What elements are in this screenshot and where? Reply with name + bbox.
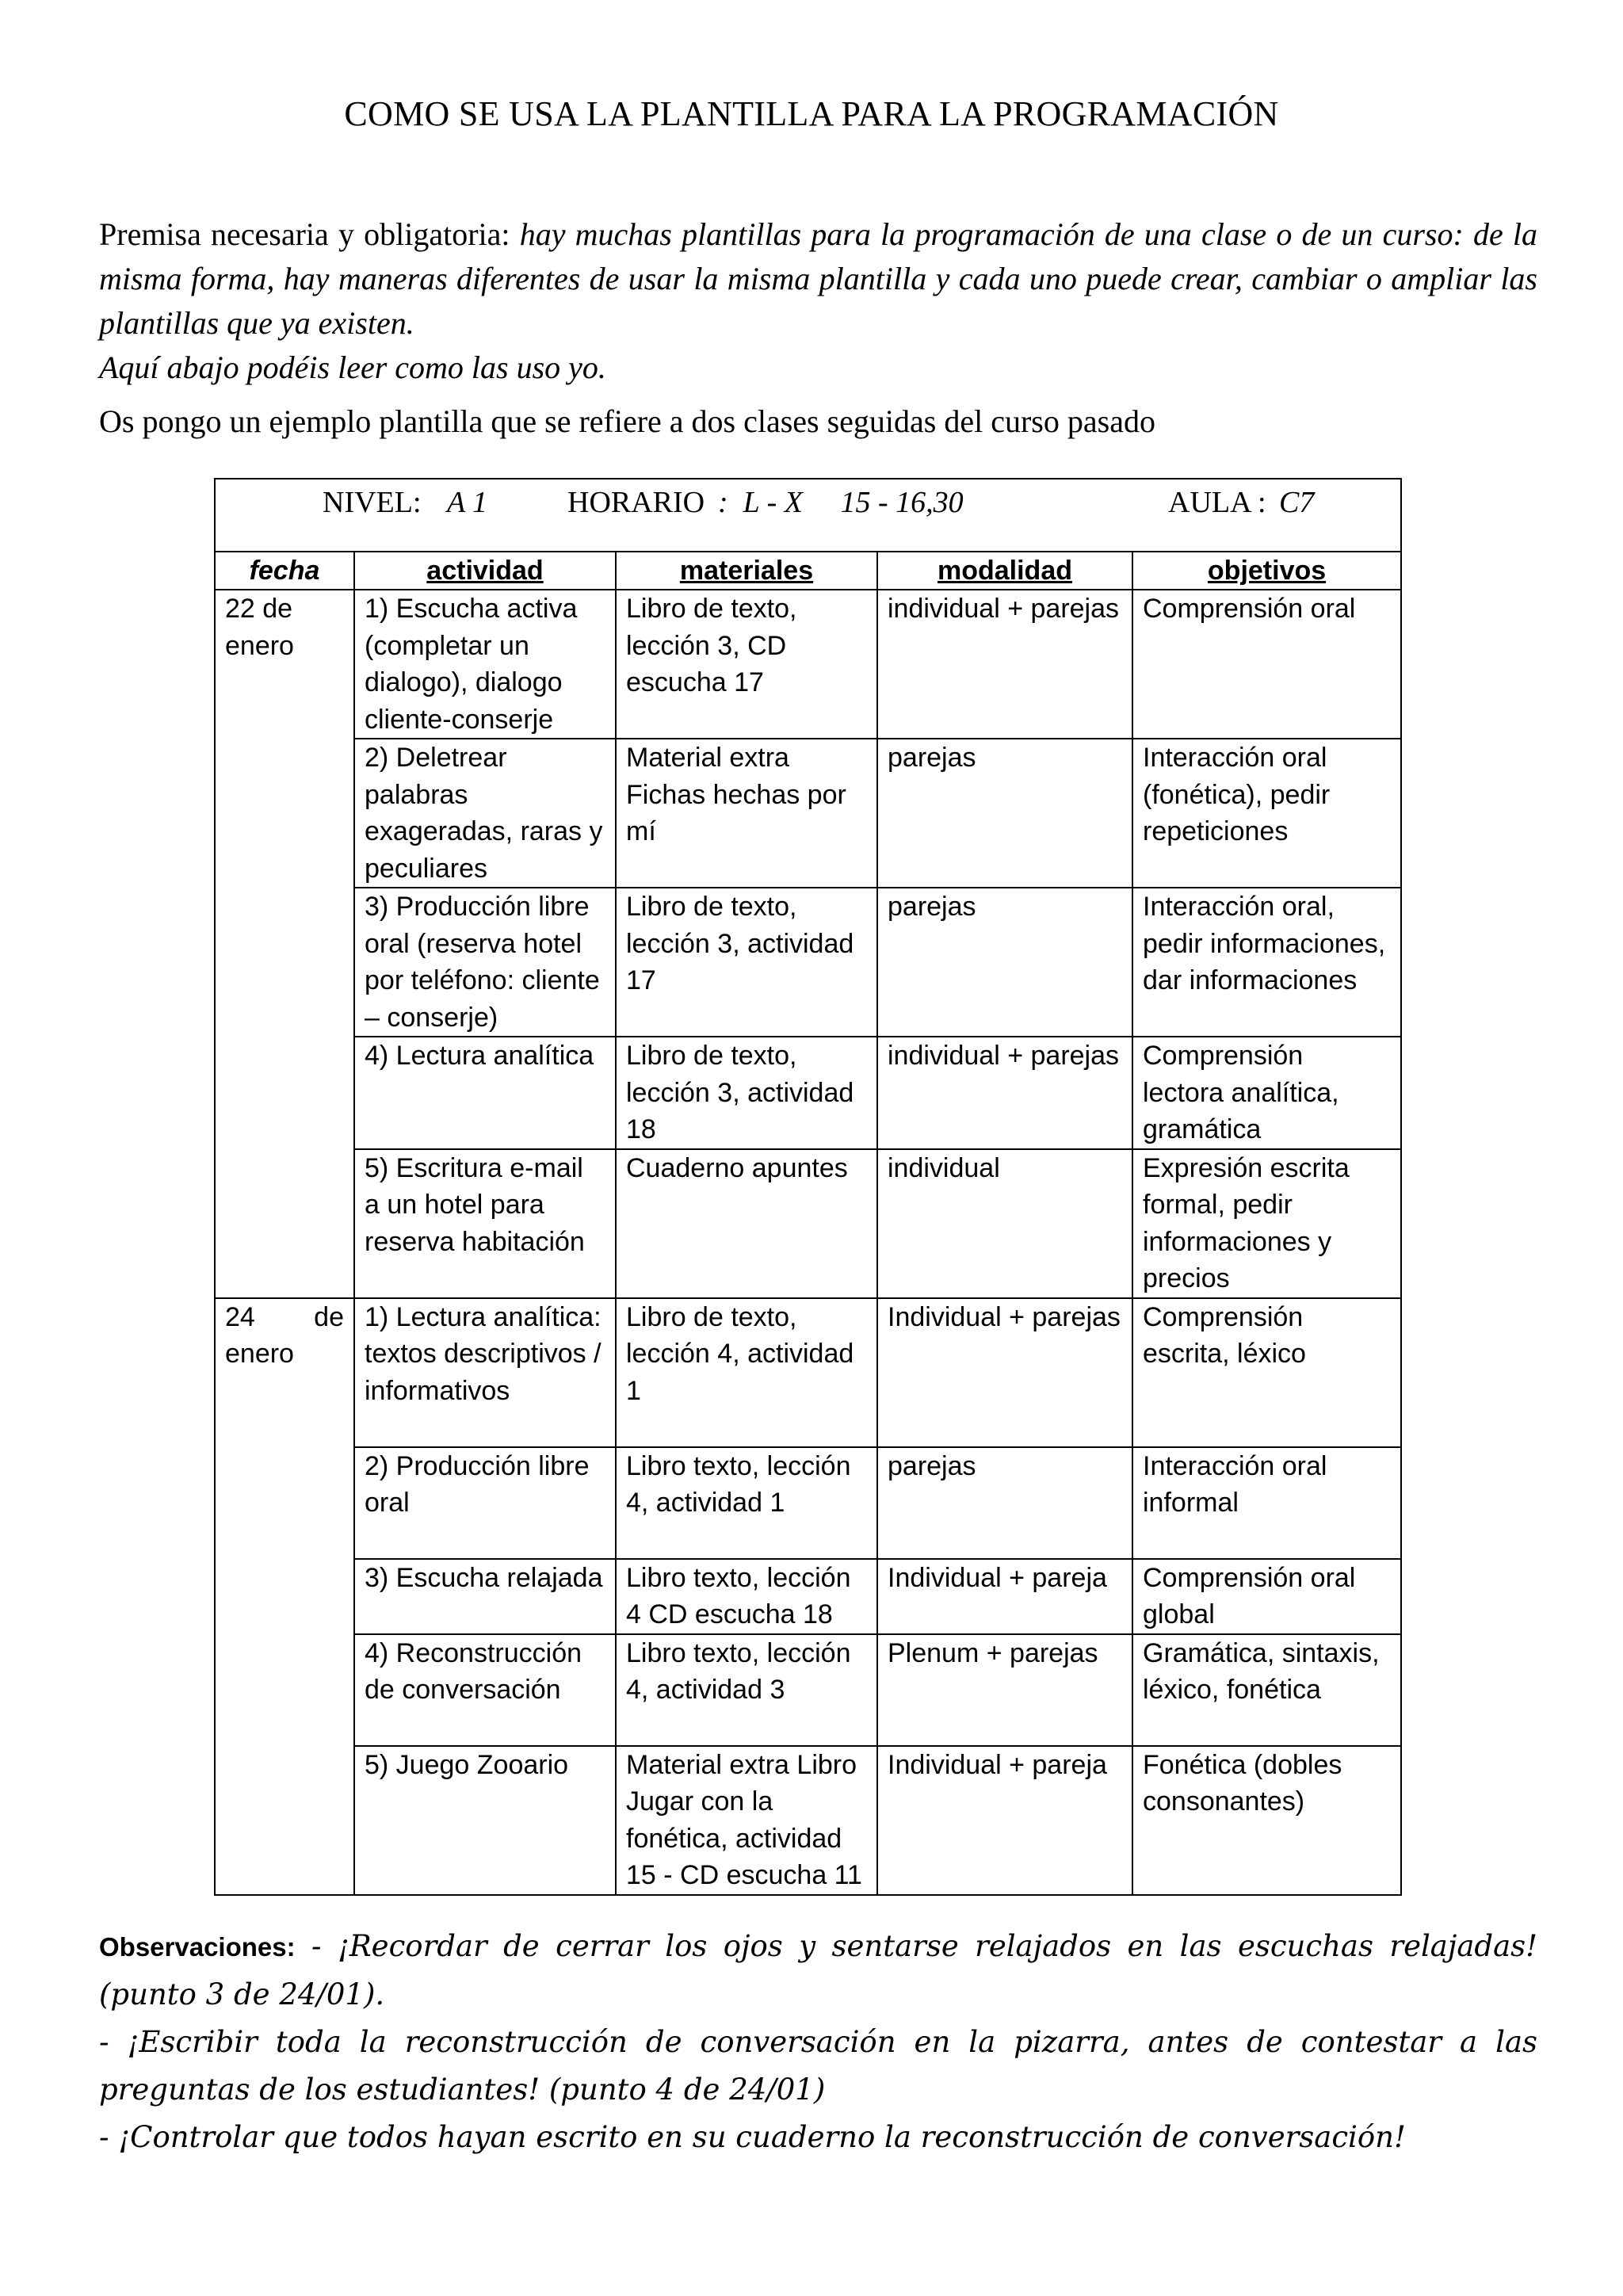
materiales-cell: Libro de texto, lección 3, actividad 17 bbox=[616, 888, 877, 1037]
modalidad-cell: Individual + parejas bbox=[877, 1298, 1132, 1447]
horario-label: HORARIO bbox=[567, 486, 705, 519]
modalidad-cell: Plenum + parejas bbox=[877, 1634, 1132, 1746]
materiales-cell: Libro de texto, lección 3, CD escucha 17 bbox=[616, 590, 877, 739]
table-row bbox=[215, 1746, 1401, 1895]
intro-lead: Premisa necesaria y obligatoria: bbox=[99, 216, 520, 252]
actividad-cell: 3) Escucha relajada bbox=[354, 1559, 616, 1634]
objetivos-cell: Interacción oral informal bbox=[1132, 1447, 1401, 1559]
table-row bbox=[215, 1447, 1401, 1559]
objetivos-cell: Expresión escrita formal, pedir informaciones y precios bbox=[1132, 1149, 1401, 1298]
aula-label: AULA : bbox=[1168, 486, 1266, 519]
actividad-cell: 1) Lectura analítica: textos descriptivos / informativos bbox=[354, 1298, 616, 1447]
actividad-cell: 2) Deletrear palabras exageradas, raras y peculiares bbox=[354, 739, 616, 888]
example-text: Os pongo un ejemplo plantilla que se refiere a dos clases seguidas del curso pasado bbox=[99, 403, 1155, 439]
materiales-cell: Libro texto, lección 4, actividad 1 bbox=[616, 1447, 877, 1559]
observation-2: - ¡Escribir toda la reconstrucción de conversación en la pizarra, antes de contestar a las preguntas de los estudiantes! (punto 4 de 24/01) bbox=[99, 2025, 1537, 2107]
observation-1: Observaciones: - ¡Recordar de cerrar los ojos y sentarse relajados en las escuchas relajadas! (punto 3 de 24/01). bbox=[99, 1929, 1537, 2011]
nivel-label: NIVEL: bbox=[323, 486, 422, 519]
objetivos-cell: Comprensión oral bbox=[1132, 590, 1401, 739]
actividad-cell: 4) Reconstrucción de conversación bbox=[354, 1634, 616, 1746]
objetivos-cell: Interacción oral (fonética), pedir repeticiones bbox=[1132, 739, 1401, 888]
table-row bbox=[215, 739, 1401, 888]
col-header-modalidad: modalidad bbox=[877, 552, 1132, 590]
date-cell-22-enero: 22 de enero bbox=[215, 590, 354, 1298]
materiales-cell: Material extra Fichas hechas por mí bbox=[616, 739, 877, 888]
modalidad-cell: Individual + pareja bbox=[877, 1559, 1132, 1634]
nivel-value: A 1 bbox=[447, 486, 488, 519]
materiales-cell: Libro texto, lección 4, actividad 3 bbox=[616, 1634, 877, 1746]
actividad-cell: 5) Juego Zooario bbox=[354, 1746, 616, 1895]
observation-3: - ¡Controlar que todos hayan escrito en su cuaderno la reconstrucción de conversación! bbox=[99, 2120, 1406, 2154]
observations-label: Observaciones: bbox=[99, 1932, 296, 1962]
actividad-cell: 4) Lectura analítica bbox=[354, 1037, 616, 1149]
course-info-cell bbox=[215, 479, 1401, 552]
intro-paragraph bbox=[99, 212, 1537, 390]
actividad-cell: 1) Escucha activa (completar un dialogo), dialogo cliente-conserje bbox=[354, 590, 616, 739]
date-cell-24-enero: 24 de enero bbox=[215, 1298, 354, 1895]
objetivos-cell: Fonética (dobles consonantes) bbox=[1132, 1746, 1401, 1895]
lesson-plan-table bbox=[214, 478, 1402, 1896]
materiales-cell: Libro de texto, lección 4, actividad 1 bbox=[616, 1298, 877, 1447]
materiales-cell: Libro de texto, lección 3, actividad 18 bbox=[616, 1037, 877, 1149]
table-row bbox=[215, 1634, 1401, 1746]
table-row bbox=[215, 1559, 1401, 1634]
intro-italic: hay muchas plantillas para la programación de una clase o de un curso: de la misma forma, hay maneras diferentes de usar la misma plantilla y cada uno puede crear, cambiar o ampliar las plantillas que ya existen. bbox=[99, 216, 1537, 341]
objetivos-cell: Interacción oral, pedir informaciones, dar informaciones bbox=[1132, 888, 1401, 1037]
modalidad-cell: individual + parejas bbox=[877, 590, 1132, 739]
materiales-cell: Material extra Libro Jugar con la fonética, actividad 15 - CD escucha 11 bbox=[616, 1746, 877, 1895]
modalidad-cell: parejas bbox=[877, 1447, 1132, 1559]
horario-value: : L - X 15 - 16,30 bbox=[718, 486, 964, 519]
table-row bbox=[215, 888, 1401, 1037]
modalidad-cell: parejas bbox=[877, 888, 1132, 1037]
objetivos-cell: Comprensión escrita, léxico bbox=[1132, 1298, 1401, 1447]
observations bbox=[99, 1923, 1537, 2161]
materiales-cell: Libro texto, lección 4 CD escucha 18 bbox=[616, 1559, 877, 1634]
column-header-row bbox=[215, 552, 1401, 590]
objetivos-cell: Gramática, sintaxis, léxico, fonética bbox=[1132, 1634, 1401, 1746]
modalidad-cell: individual bbox=[877, 1149, 1132, 1298]
objetivos-cell: Comprensión lectora analítica, gramática bbox=[1132, 1037, 1401, 1149]
objetivos-cell: Comprensión oral global bbox=[1132, 1559, 1401, 1634]
intro-line2: Aquí abajo podéis leer como las uso yo. bbox=[99, 350, 606, 385]
col-header-objetivos: objetivos bbox=[1132, 552, 1401, 590]
table-row bbox=[215, 1037, 1401, 1149]
table-row bbox=[215, 1149, 1401, 1298]
col-header-actividad: actividad bbox=[354, 552, 616, 590]
table-header-info-row bbox=[215, 479, 1401, 552]
modalidad-cell: parejas bbox=[877, 739, 1132, 888]
col-header-materiales: materiales bbox=[616, 552, 877, 590]
col-header-fecha: fecha bbox=[215, 552, 354, 590]
page-title: COMO SE USA LA PLANTILLA PARA LA PROGRAMACIÓN bbox=[344, 94, 1279, 133]
table-row bbox=[215, 590, 1401, 739]
materiales-cell: Cuaderno apuntes bbox=[616, 1149, 877, 1298]
actividad-cell: 2) Producción libre oral bbox=[354, 1447, 616, 1559]
modalidad-cell: Individual + pareja bbox=[877, 1746, 1132, 1895]
actividad-cell: 3) Producción libre oral (reserva hotel por teléfono: cliente – conserje) bbox=[354, 888, 616, 1037]
aula-value: C7 bbox=[1279, 486, 1315, 519]
modalidad-cell: individual + parejas bbox=[877, 1037, 1132, 1149]
actividad-cell: 5) Escritura e-mail a un hotel para reserva habitación bbox=[354, 1149, 616, 1298]
table-row bbox=[215, 1298, 1401, 1447]
